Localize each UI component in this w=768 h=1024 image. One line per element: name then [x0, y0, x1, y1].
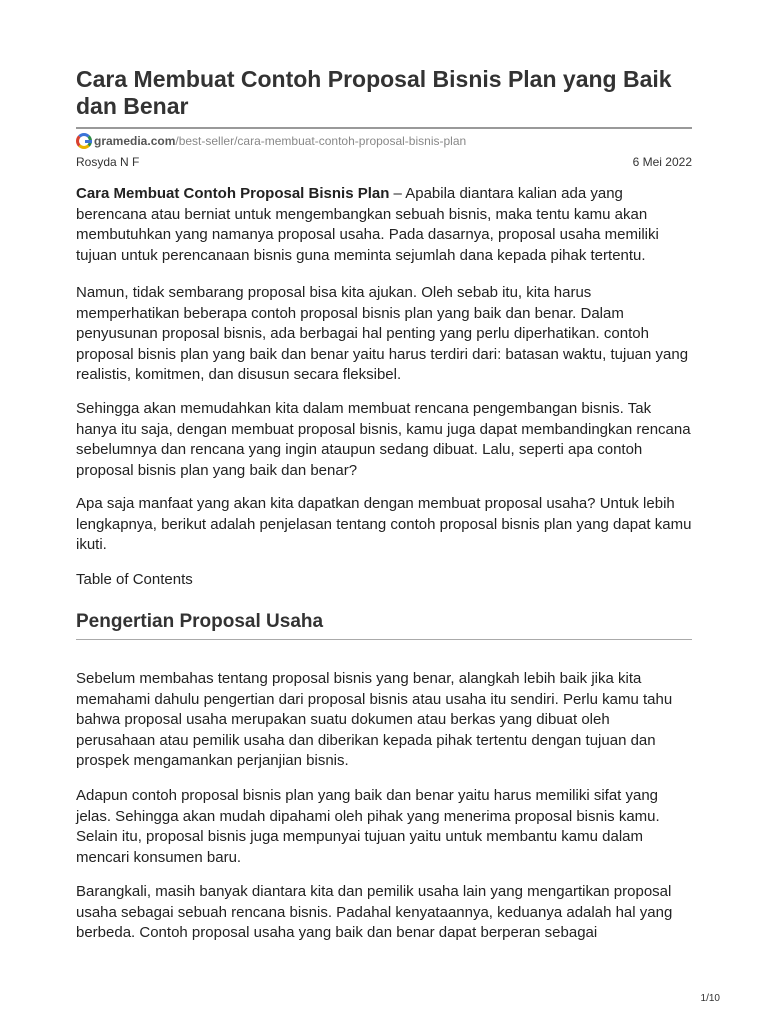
source-domain[interactable]: gramedia.com: [94, 134, 176, 148]
title-divider: [76, 127, 692, 129]
section-heading: Pengertian Proposal Usaha: [76, 611, 324, 632]
source-path[interactable]: /best-seller/cara-membuat-contoh-proposal-bisnis-plan: [175, 134, 467, 148]
page-number: 1/10: [700, 993, 720, 1004]
table-of-contents-link[interactable]: Table of Contents: [76, 571, 193, 588]
section-divider: [76, 639, 692, 640]
article-meta: [76, 155, 692, 171]
paragraph-3: Sehingga akan memudahkan kita dalam membuat rencana pengembangan bisnis. Tak hanya itu saja, dengan membuat proposal bisnis, kamu juga dapat membandingkan rencana sebelumnya dan rencana yang ingin ataupun sedang dibuat. Lalu, seperti apa contoh proposal bisnis plan yang baik dan benar?: [76, 400, 691, 479]
paragraph-5: Sebelum membahas tentang proposal bisnis yang benar, alangkah lebih baik jika kita memahami dahulu pengertian dari proposal bisnis atau usaha itu sendiri. Perlu kamu tahu bahwa proposal usaha merupakan suatu dokumen atau berkas yang dibuat oleh perusahaan atau pemilik usaha dan diberikan kepada pihak tertentu dengan tujuan dan prospek mengamankan perjanjian bisnis.: [76, 670, 673, 769]
intro-paragraph: [76, 184, 692, 266]
article-title: Cara Membuat Contoh Proposal Bisnis Plan yang Baik dan Benar: [76, 66, 672, 119]
intro-bold-lead: Cara Membuat Contoh Proposal Bisnis Plan: [76, 185, 390, 202]
paragraph-6: Adapun contoh proposal bisnis plan yang baik dan benar yaitu harus memiliki sifat yang jelas. Sehingga akan mudah dipahami oleh pihak yang menerima proposal bisnis kamu. Selain itu, proposal bisnis juga mempunyai tujuan yaitu untuk membantu kamu dalam mencari konsumen baru.: [76, 787, 660, 866]
paragraph-7: Barangkali, masih banyak diantara kita dan pemilik usaha lain yang mengartikan proposal usaha sebagai sebuah rencana bisnis. Padahal kenyataannya, keduanya adalah hal yang berbeda. Contoh proposal usaha yang baik dan benar dapat berperan sebagai: [76, 883, 673, 941]
paragraph-4: Apa saja manfaat yang akan kita dapatkan dengan membuat proposal usaha? Untuk lebih lengkapnya, berikut adalah penjelasan tentang contoh proposal bisnis plan yang dapat kamu ikuti.: [76, 495, 692, 553]
source-link[interactable]: [76, 131, 466, 151]
intro-text: – Apabila diantara kalian ada yang berencana atau berniat untuk mengembangkan sebuah bisnis, maka tentu kamu akan membutuhkan yang namanya proposal usaha. Pada dasarnya, proposal usaha memiliki tujuan untuk perencanaan bisnis guna meminta sejumlah dana kepada pihak tertentu.: [76, 185, 659, 264]
gramedia-g-icon: [76, 133, 92, 149]
paragraph-2: Namun, tidak sembarang proposal bisa kita ajukan. Oleh sebab itu, kita harus memperhatikan beberapa contoh proposal bisnis plan yang baik dan benar. Dalam penyusunan proposal bisnis, ada berbagai hal penting yang perlu diperhatikan. contoh proposal bisnis plan yang baik dan benar yaitu harus terdiri dari: batasan waktu, tujuan yang realistis, komitmen, dan disusun secara fleksibel.: [76, 284, 689, 383]
publish-date: 6 Mei 2022: [632, 155, 692, 169]
author-name: Rosyda N F: [76, 155, 140, 169]
